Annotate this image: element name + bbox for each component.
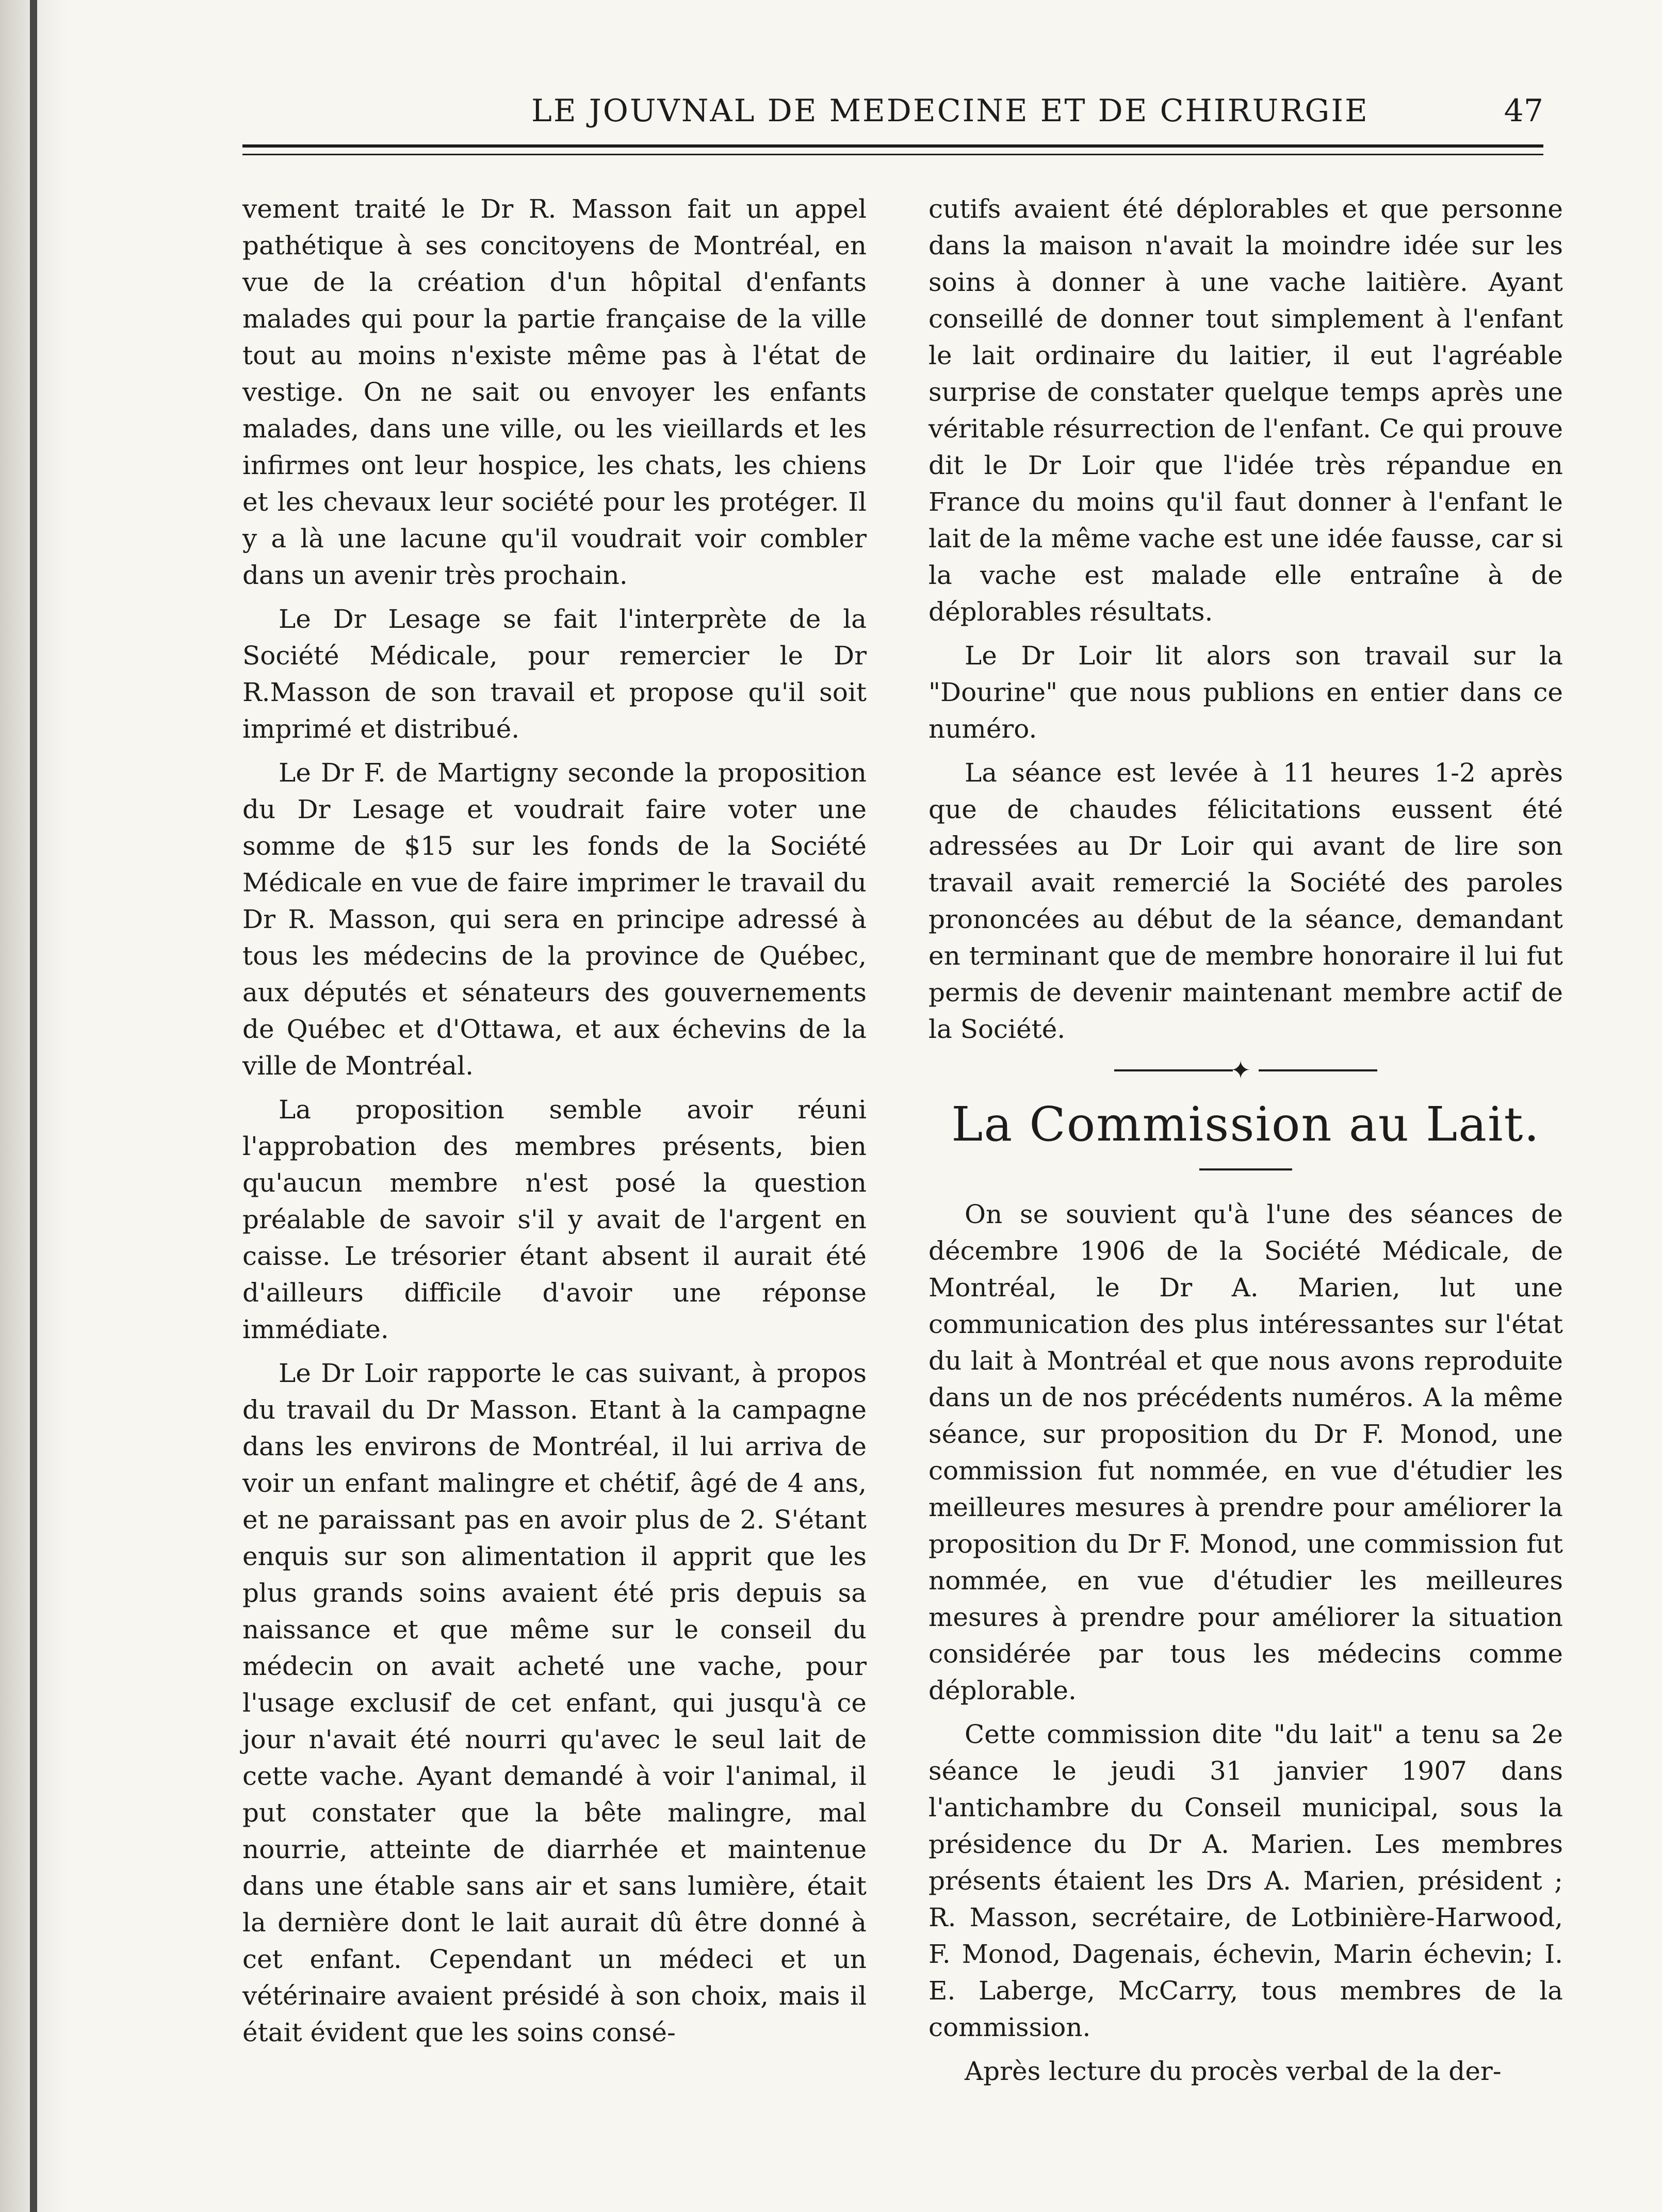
page-number: 47	[1504, 93, 1543, 129]
divider-line	[1114, 1069, 1233, 1071]
paragraph: Le Dr Lesage se fait l'interprète de la Société Médicale, pour remercier le Dr R.Masson de son travail et propose qu'il soit imprimé et distribué.	[242, 604, 867, 744]
left-column	[242, 191, 867, 2058]
binding-edge	[30, 0, 37, 2212]
section-divider	[928, 1055, 1563, 1086]
paragraph: Cette commission dite "du lait" a tenu sa 2e séance le jeudi 31 janvier 1907 dans l'antichambre du Conseil municipal, sous la présidence du Dr A. Marien. Les membres présents étaient les Drs A. Marien, président ; R. Masson, secrétaire, de Lotbinière-Harwood, F. Monod, Dagenais, échevin, Marin échevin; I. E. Laberge, McCarry, tous membres de la commission.	[928, 1719, 1563, 2042]
running-title: LE JOUVNAL DE MEDECINE ET DE CHIRURGIE	[531, 93, 1369, 129]
page-header	[242, 83, 1543, 144]
section-title: La Commission au Lait.	[951, 1097, 1540, 1152]
title-underline	[1199, 1168, 1292, 1170]
paragraph: vement traité le Dr R. Masson fait un appel pathétique à ses concitoyens de Montréal, en vue de la création d'un hôpital d'enfants malades qui pour la partie française de la ville tout au moins n'existe même pas à l'état de vestige. On ne sait ou envoyer les enfants malades, dans une ville, ou les vieillards et les infirmes ont leur hospice, les chats, les chiens et les chevaux leur société pour les protéger. Il y a là une lacune qu'il voudrait voir combler dans un avenir très prochain.	[242, 194, 867, 590]
paragraph: Après lecture du procès verbal de la der-	[965, 2056, 1502, 2086]
paragraph: La séance est levée à 11 heures 1-2 après que de chaudes félicitations eussent été adressées au Dr Loir qui avant de lire son travail avait remercié la Société des paroles prononcées au début de la séance, demandant en terminant que de membre honoraire il lui fut permis de devenir maintenant membre actif de la Société.	[928, 758, 1563, 1044]
header-rule-thin	[242, 154, 1543, 155]
header-rule-thick	[242, 144, 1543, 148]
right-column	[928, 191, 1563, 2097]
paragraph: Le Dr Loir rapporte le cas suivant, à propos du travail du Dr Masson. Etant à la campagne dans les environs de Montréal, il lui arriva de voir un enfant malingre et chétif, âgé de 4 ans, et ne paraissant pas en avoir plus de 2. S'étant enquis sur son alimentation il apprit que les plus grands soins avaient été pris depuis sa naissance et que même sur le conseil du médecin on avait acheté une vache, pour l'usage exclusif de cet enfant, qui jusqu'à ce jour n'avait été nourri qu'avec le seul lait de cette vache. Ayant demandé à voir l'animal, il put constater que la bête malingre, mal nourrie, atteinte de diarrhée et maintenue dans une étable sans air et sans lumière, était la dernière dont le lait aurait dû être donné à cet enfant. Cependant un médeci et un vétérinaire avaient présidé à son choix, mais il était évident que les soins consé-	[242, 1358, 867, 2047]
divider-line	[1259, 1069, 1377, 1071]
paragraph: On se souvient qu'à l'une des séances de décembre 1906 de la Société Médicale, de Montréal, le Dr A. Marien, lut une communication des plus intéressantes sur l'état du lait à Montréal et que nous avons reproduite dans un de nos précédents numéros. A la même séance, sur proposition du Dr F. Monod, une commission fut nommée, en vue d'étudier les meilleures mesures à prendre pour améliorer la proposition du Dr F. Monod, une commission fut nommée, en vue d'étudier les meilleures mesures à prendre pour améliorer la situation considérée par tous les médecins comme déplorable.	[928, 1199, 1563, 1705]
paragraph: Le Dr Loir lit alors son travail sur la "Dourine" que nous publions en entier dans ce numéro.	[928, 641, 1563, 744]
paragraph: Le Dr F. de Martigny seconde la proposition du Dr Lesage et voudrait faire voter une somme de $15 sur les fonds de la Société Médicale en vue de faire imprimer le travail du Dr R. Masson, qui sera en principe adressé à tous les médecins de la province de Québec, aux députés et sénateurs des gouvernements de Québec et d'Ottawa, et aux échevins de la ville de Montréal.	[242, 758, 867, 1081]
paragraph: cutifs avaient été déplorables et que personne dans la maison n'avait la moindre idée sur les soins à donner à une vache laitière. Ayant conseillé de donner tout simplement à l'enfant le lait ordinaire du laitier, il eut l'agréable surprise de constater quelque temps après une véritable résurrection de l'enfant. Ce qui prouve dit le Dr Loir que l'idée très répandue en France du moins qu'il faut donner à l'enfant le lait de la même vache est une idée fausse, car si la vache est malade elle entraîne à de déplorables résultats.	[928, 194, 1563, 627]
ornament-icon: ✦	[1230, 1056, 1251, 1085]
paragraph: La proposition semble avoir réuni l'approbation des membres présents, bien qu'aucun membre n'est posé la question préalable de savoir s'il y avait de l'argent en caisse. Le trésorier étant absent il aurait été d'ailleurs difficile d'avoir une réponse immédiate.	[242, 1095, 867, 1344]
